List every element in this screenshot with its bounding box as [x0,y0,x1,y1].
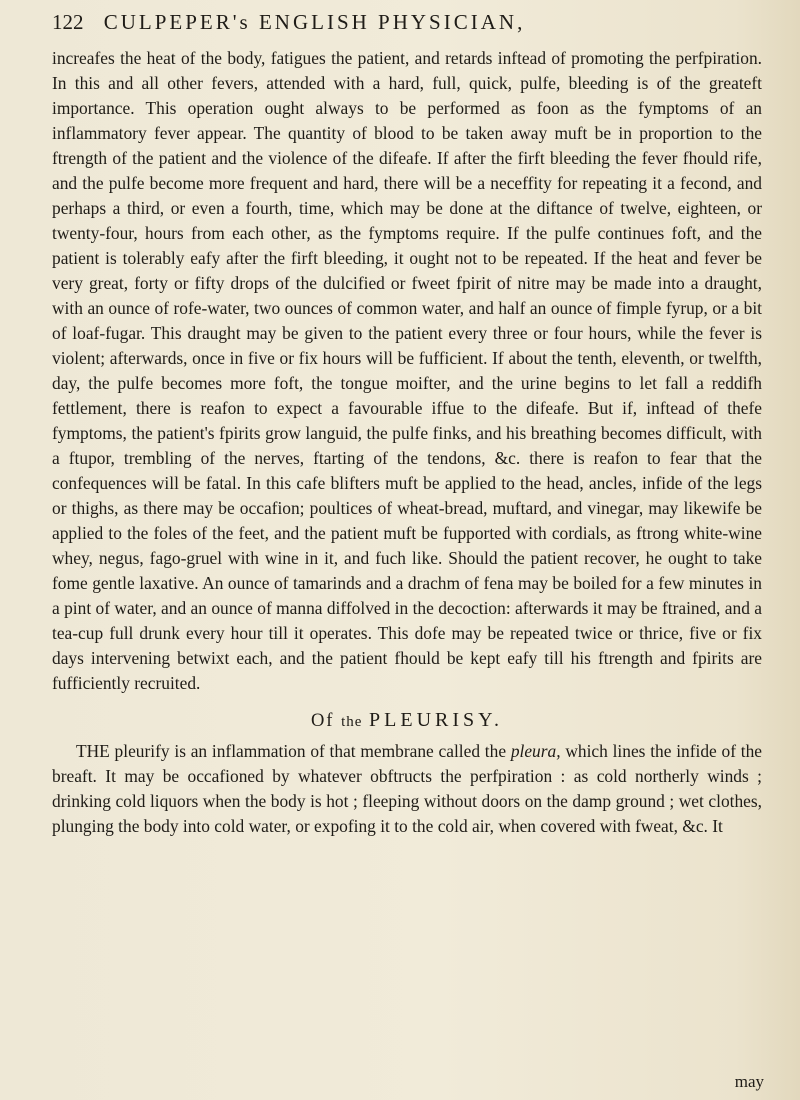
pleurisy-rest: which lines the infide of the breaft. It may be occafioned by whatever obftructs the perfpiration : as cold northerly winds ; drinking cold liquors when the body is hot ; fleeping without doors on the damp ground ; wet clothes, plunging the body into cold water, or expofing it to the cold air, when covered with fweat, &c. It [52,741,762,836]
section-heading [52,708,762,735]
section-heading-the: the [341,714,363,730]
pleura-term: pleura, [510,741,561,761]
running-header [52,10,764,35]
section-heading-name: PLEURISY. [369,709,504,731]
paragraph-fever-treatment: increafes the heat of the body, fatigues the patient, and retards inftead of promoting the perfpiration. In this and all other fevers, attended with a hard, full, quick, pulfe, bleeding is of the greateft importance. This operation ought always to be performed as foon as the fymptoms of an inflammatory fever appear. The quantity of blood to be taken away muft be in proportion to the ftrength of the patient and the violence of the difeafe. If after the firft bleeding the fever fhould rife, and the pulfe become more frequent and hard, there will be a neceffity for repeating it a fecond, and perhaps a third, or even a fourth, time, which may be done at the diftance of twelve, eighteen, or twenty-four, hours from each other, as the fymptoms require. If the pulfe continues foft, and the patient is tolerably eafy after the firft bleeding, it ought not to be repeated. If the heat and fever be very great, forty or fifty drops of the dulcified or fweet fpirit of nitre may be made into a draught, with an ounce of rofe-water, two ounces of common water, and half an ounce of fimple fyrup, or a bit of loaf-fugar. This draught may be given to the patient every three or four hours, while the fever is violent; afterwards, once in five or fix hours will be fufficient. If about the tenth, eleventh, or twelfth, day, the pulfe becomes more foft, the tongue moifter, and the urine begins to let fall a reddifh fettlement, there is reafon to expect a favourable iffue to the difeafe. But if, inftead of thefe fymptoms, the patient's fpirits grow languid, the pulfe finks, and his breathing becomes difficult, with a ftupor, trembling of the nerves, ftarting of the tendons, &c. there is reafon to fear that the confequences will be fatal. In this cafe blifters muft be applied to the head, ancles, infide of the legs or thighs, as there may be occafion; poultices of wheat-bread, muftard, and vinegar, may likewife be applied to the foles of the feet, and the patient muft be fupported with cordials, as ftrong white-wine whey, negus, fago-gruel with wine in it, and fuch like. Should the patient recover, he ought to take fome gentle laxative. An ounce of tamarinds and a drachm of fena may be boiled for a few minutes in a pint of water, and an ounce of manna diffolved in the decoction: afterwards it may be ftrained, and a tea-cup full drunk every hour till it operates. This dofe may be repeated twice or thrice, five or fix days intervening betwixt each, and the patient fhould be kept eafy till his ftrength and fpirits are fufficiently recruited. [52,48,762,693]
section-heading-of: Of [310,711,335,731]
page-body [52,46,762,839]
pleurisy-lead: THE pleurify is an inflammation of that membrane called the [76,741,507,761]
running-title: CULPEPER's ENGLISH PHYSICIAN, [103,10,526,34]
catchword: may [734,1072,764,1091]
page-number: 122 [52,10,84,34]
paragraph-pleurisy [52,739,762,839]
